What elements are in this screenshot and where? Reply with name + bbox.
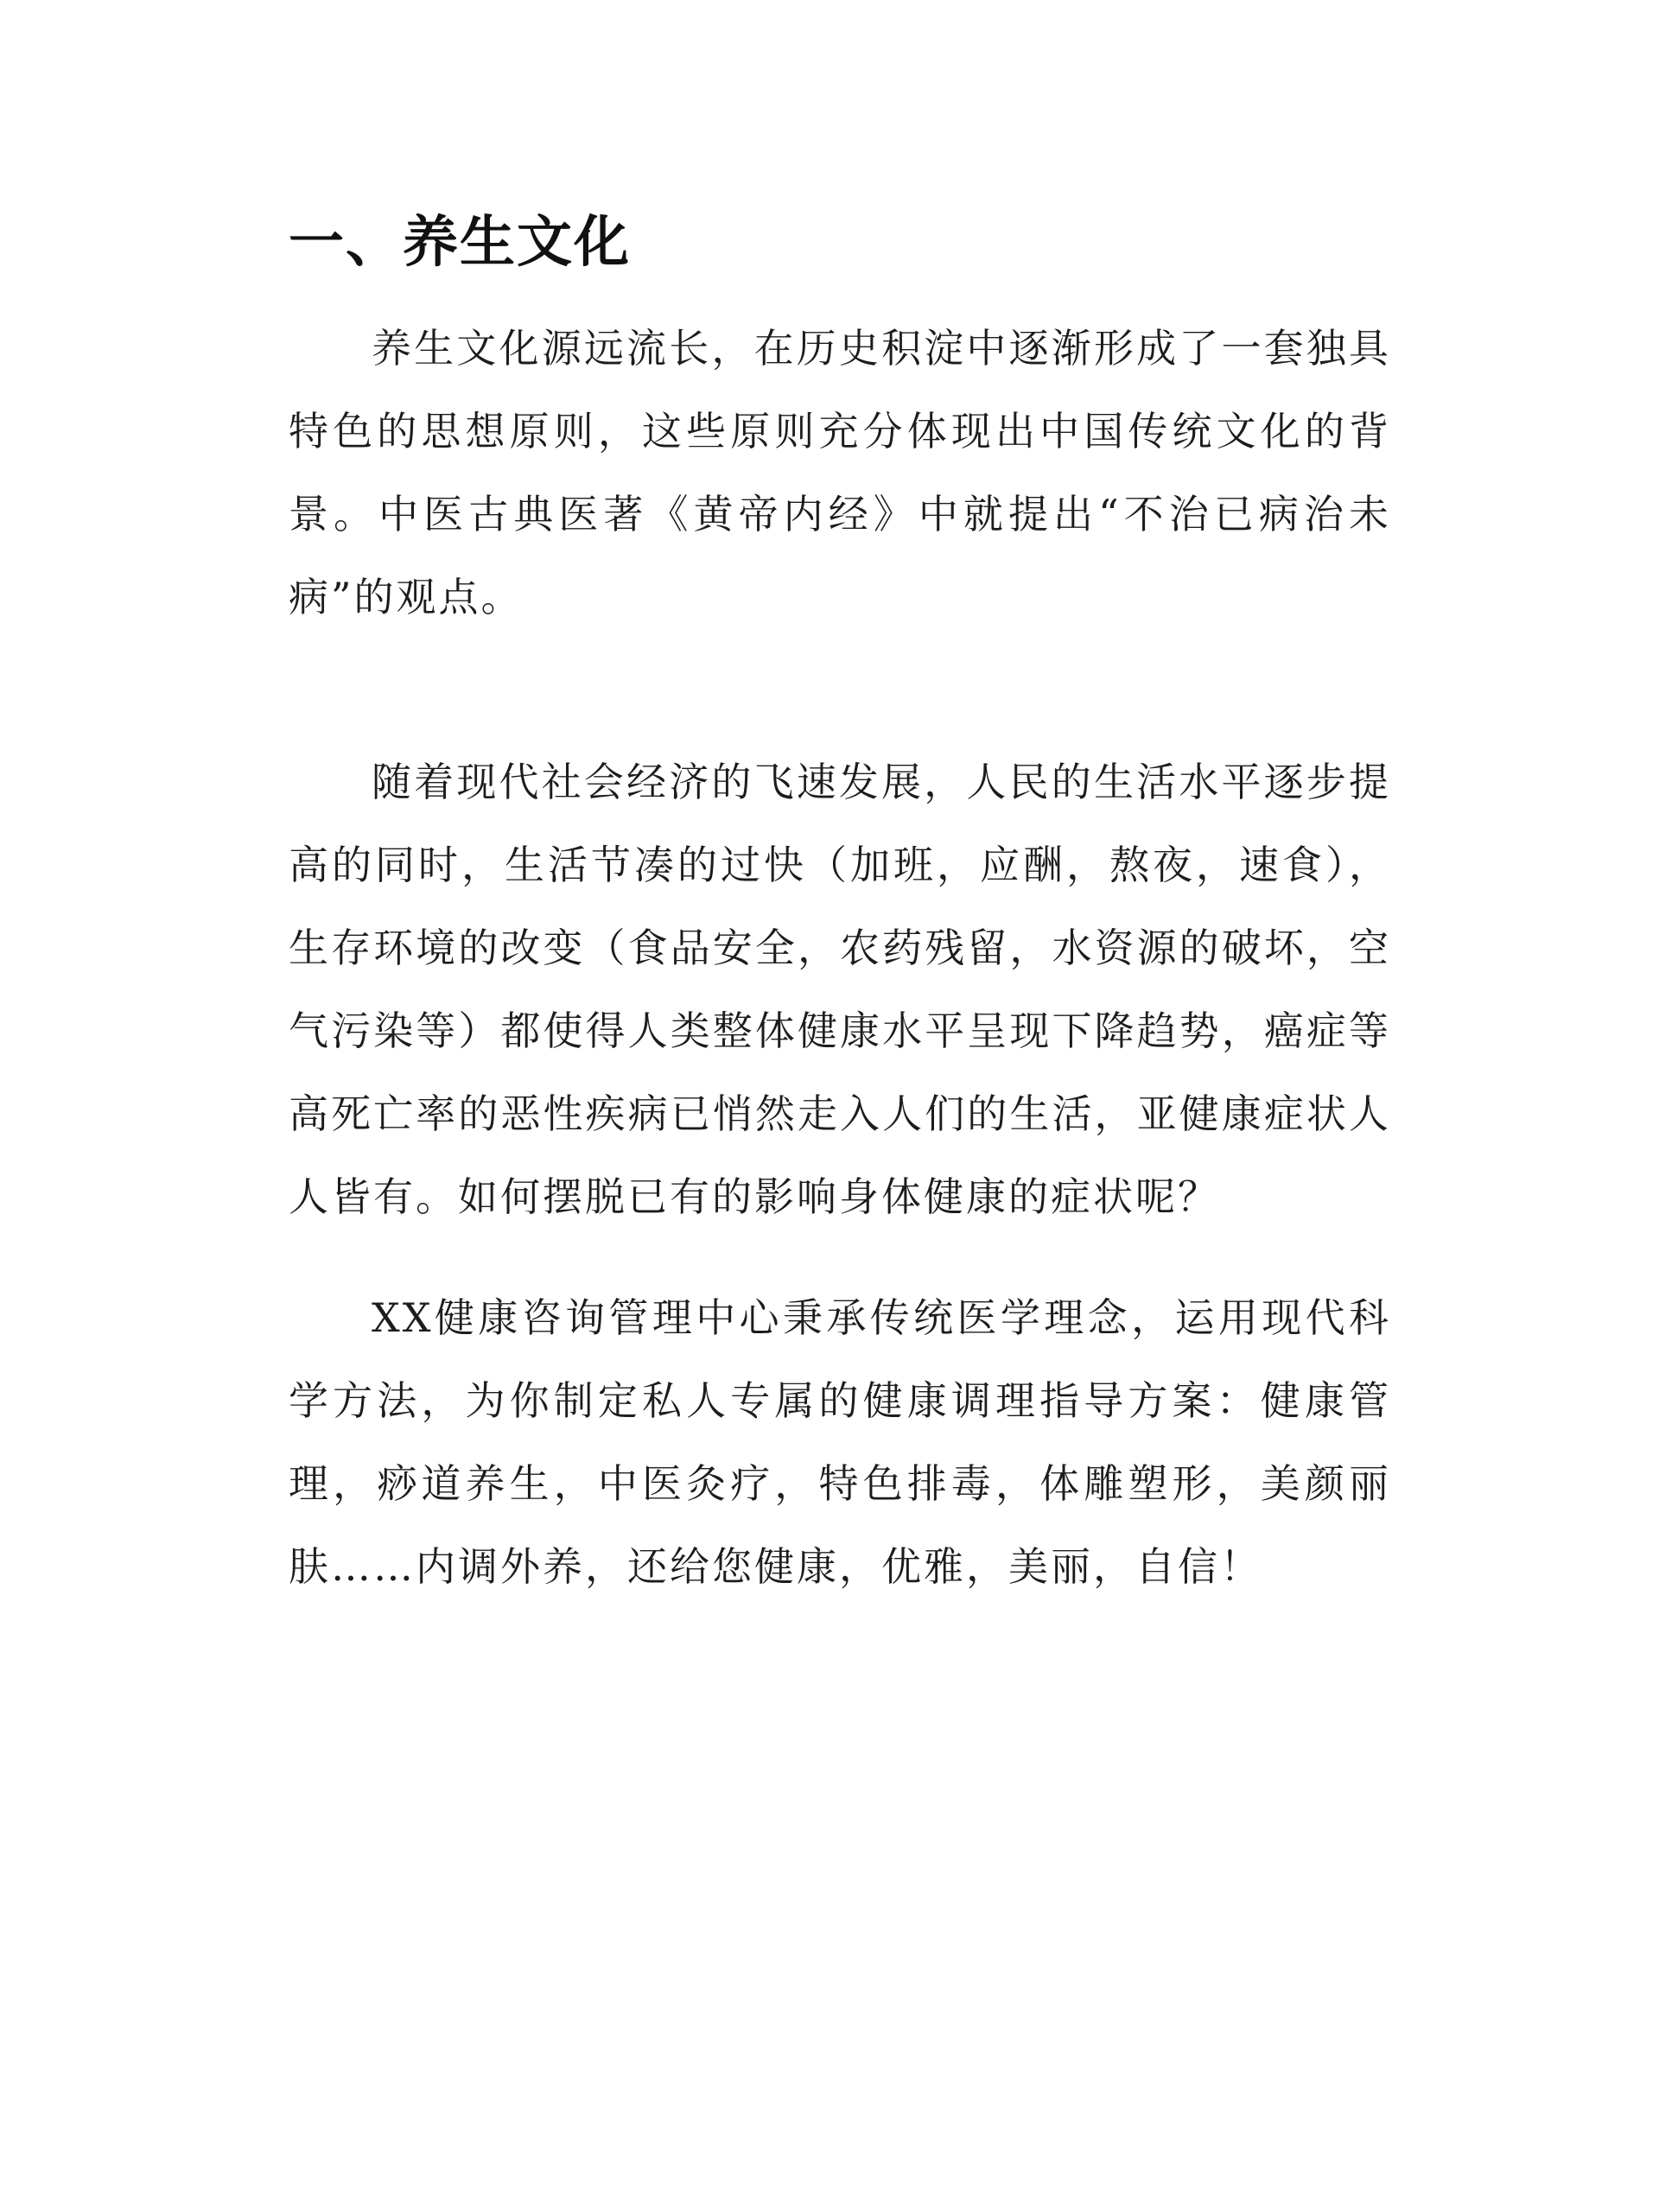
paragraph-health-center: XX健康咨询管理中心秉承传统医学理念，运用现代科学方法，为你制定私人专属的健康调理指导方案：健康管理，痧道养生，中医灸疗，特色排毒，体雕塑形，美颜丽肤……内调外养，还给您健康，优雅，美丽，自信！ — [289, 1294, 1391, 1590]
paragraph-modern-society: 随着现代社会经济的飞速发展，人民的生活水平逐步提高的同时，生活节凑的过快（加班，应酬，熬夜，速食），生存环境的改变（食品安全，农药残留，水资源的破坏，空气污染等）都使得人类整体健康水平呈现下降趋势，癌症等高死亡率的恶性疾病已悄然走入人们的生活，亚健康症状人人皆有。如何摆脱已有的影响身体健康的症状呢？ — [289, 759, 1391, 1220]
paragraph-health-culture: 养生文化源远流长，在历史积淀中逐渐形成了一套独具特色的思想原则，这些原则充分体现出中国传统文化的背景。中医古典医著《黄帝内经》中就提出“不治已病治未病”的观点。 — [289, 325, 1391, 620]
section-heading: 一、养生文化 — [289, 211, 631, 275]
